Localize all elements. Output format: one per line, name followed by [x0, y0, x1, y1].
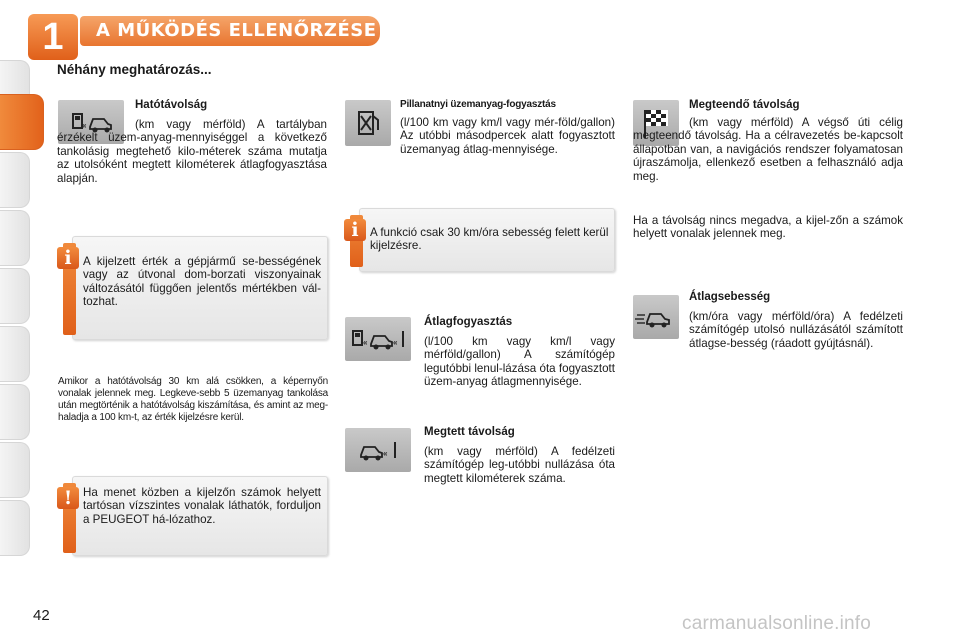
info-icon: i: [57, 247, 79, 269]
speed-icon: [633, 295, 679, 339]
instant-consumption-paragraph: (l/100 km vagy km/l vagy mér-föld/gallon) Az utóbbi másodpercek alatt fogyasztott üzemanyag átlag-mennyisége.: [400, 116, 615, 156]
warning-note-text: Ha menet közben a kijelzőn számok helyett tartósan vízszintes vonalak láthatók, forduljon a PEUGEOT há-lózathoz.: [83, 486, 321, 526]
chapter-number: 1: [28, 14, 78, 60]
chapter-tab-active[interactable]: [0, 94, 44, 150]
svg-text:«: «: [393, 338, 398, 347]
chapter-tab-strip: [0, 60, 44, 580]
info-note-text: A kijelzett érték a gépjármű se-bességének vagy az útvonal dom-borzati viszonyainak változásától függően jelentős mértékben vál-tozhat.: [83, 255, 321, 309]
warning-icon: !: [57, 487, 79, 509]
range-small-text: Amikor a hatótávolság 30 km alá csökken, a képernyőn vonalak jelennek meg. Legkeve-sebb 5 üzemanyag tankolása után megtörténik a hatótávolság kiszámítása, és amint az meg-haladja a 100 km-t, az érték kijelzésre kerül.: [58, 376, 328, 423]
avg-speed-paragraph: (km/óra vagy mérföld/óra) A fedélzeti számítógép utolsó nullázásától számított átlagse-besség (ráadott gyújtásnál).: [689, 310, 903, 350]
remaining-distance-paragraph-2: Ha a távolság nincs megadva, a kijel-zőn a számok helyett vonalak jelennek meg.: [633, 214, 903, 241]
chapter-tab[interactable]: [0, 500, 30, 556]
remaining-distance-paragraph: (km vagy mérföld) A végső úti célig megteendő távolság. Ha a célravezetés be-kapcsolt állapotban van, a navigációs rendszer folyamatosan újraszámolja, ellenkező esetben a felhasználó adja meg.: [633, 116, 903, 183]
page-title: A MŰKÖDÉS ELLENŐRZÉSE: [96, 20, 377, 41]
range-paragraph: (km vagy mérföld) A tartályban érzékelt üzem-anyag-mennyiséggel a következő tankolásig megtehető kilo-méterek száma mutatja az utolsóként megtett kilométerek átlagfogyasztása alapján.: [57, 118, 327, 185]
svg-text:«: «: [383, 449, 388, 458]
info-note: [64, 236, 328, 340]
info-icon: i: [344, 219, 366, 241]
chapter-tab[interactable]: [0, 152, 30, 208]
avg-consumption-paragraph: (l/100 km vagy km/l vagy mérföld/gallon) A számítógép legutóbbi lenul-lázása óta fogyasztott üzem-anyag átlagmennyisége.: [424, 335, 615, 389]
info-note-speed-text: A funkció csak 30 km/óra sebesség felett kerül kijelzésre.: [370, 226, 609, 253]
chapter-tab[interactable]: [0, 268, 30, 324]
distance-icon: [345, 428, 411, 472]
avg-consumption-heading: Átlagfogyasztás: [424, 316, 513, 328]
chapter-tab[interactable]: [0, 442, 30, 498]
svg-text:«: «: [363, 338, 368, 347]
section-title: Néhány meghatározás...: [57, 62, 212, 77]
instant-consumption-heading: Pillanatnyi üzemanyag-fogyasztás: [400, 99, 556, 110]
page-header: [0, 10, 960, 58]
chapter-tab[interactable]: [0, 326, 30, 382]
watermark: carmanualsonline.info: [682, 613, 872, 634]
distance-heading: Megtett távolság: [424, 426, 515, 438]
remaining-distance-heading: Megteendő távolság: [689, 99, 800, 111]
svg-text:«: «: [82, 121, 87, 130]
avg-consumption-icon: [345, 317, 411, 361]
page-number: 42: [33, 607, 50, 624]
range-heading: Hatótávolság: [135, 99, 208, 111]
info-note-speed: [351, 208, 615, 272]
chapter-tab[interactable]: [0, 210, 30, 266]
distance-paragraph: (km vagy mérföld) A fedélzeti számítógép leg-utóbbi nullázása óta megtett kilométerek száma.: [424, 445, 615, 485]
avg-speed-heading: Átlagsebesség: [689, 291, 771, 303]
chapter-tab[interactable]: [0, 384, 30, 440]
fuel-pump-icon: [345, 100, 391, 146]
warning-note: [63, 476, 328, 556]
